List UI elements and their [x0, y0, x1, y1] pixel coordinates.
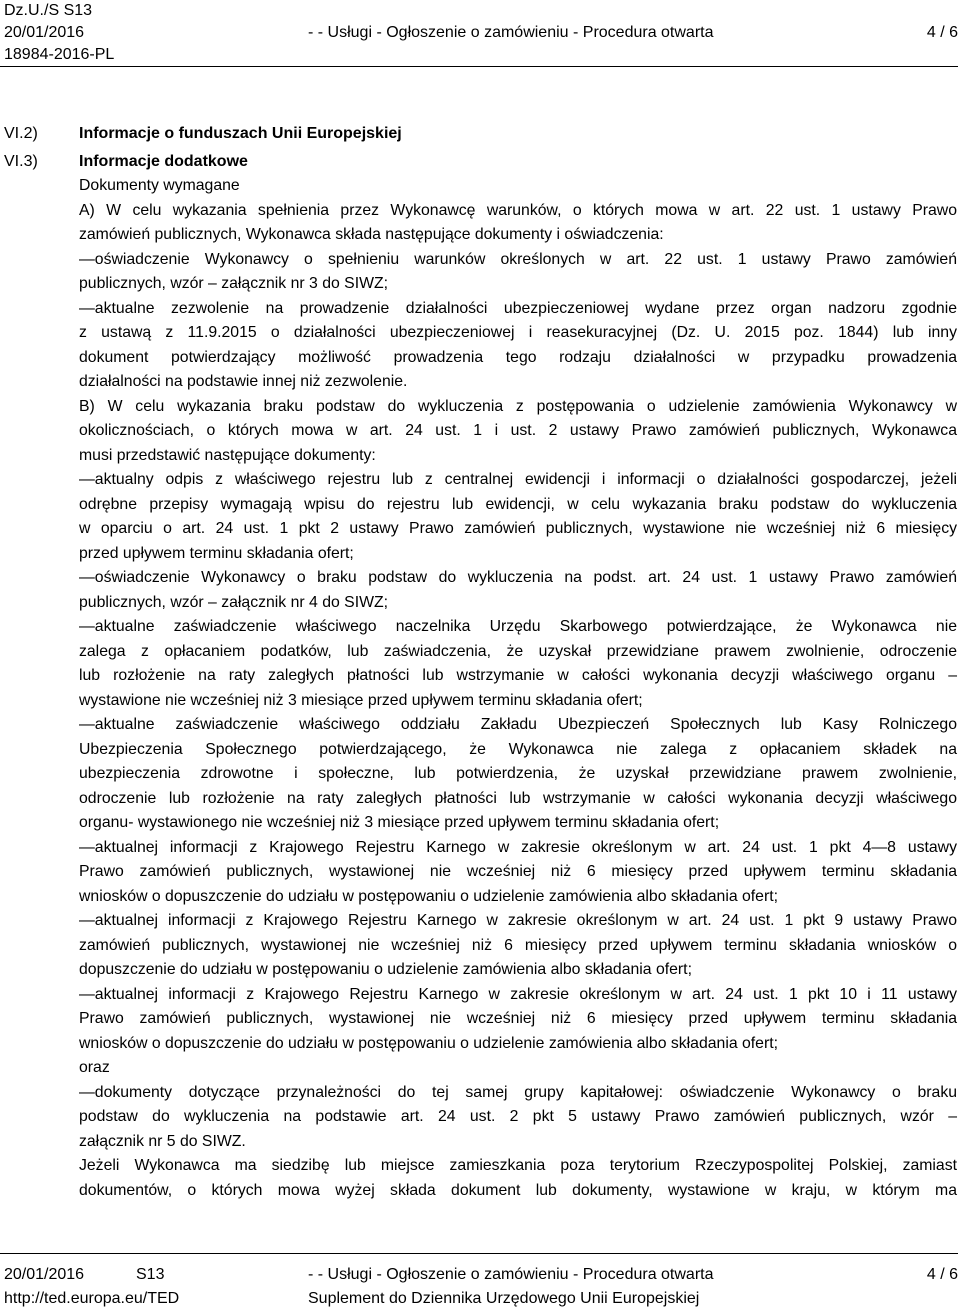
section-body-text [79, 174, 957, 1203]
footer-series: S13 [136, 1266, 165, 1283]
body-line: organu- wystawionego nie wcześniej niż 3 miesiące przed upływem terminu składania ofert; [79, 814, 720, 831]
body-line: publicznych, wzór – załącznik nr 3 do SIWZ; [79, 275, 389, 292]
notice-id: 18984-2016-PL [4, 46, 115, 63]
footer-notice-type: - - Usługi - Ogłoszenie o zamówieniu - Procedura otwarta [308, 1266, 714, 1283]
body-line: załącznik nr 5 do SIWZ. [79, 1132, 246, 1150]
body-line: —aktualne zaświadczenie właściwego naczelnika Urzędu Skarbowego potwierdzające, że Wykonawca nie [79, 618, 957, 635]
body-line: dokumentów, o których mowa wyżej składa dokument lub dokumenty, wystawione w kraju, w którym ma [79, 1181, 957, 1199]
body-line: lub rozłożenie na raty zaległych płatności lub wstrzymanie w całości wykonania decyzji właściwego organu – [79, 667, 957, 684]
body-line: —aktualnej informacji z Krajowego Rejestru Karnego w zakresie określonym w art. 24 ust. 1 pkt 10 i 11 ustawy [79, 985, 957, 1003]
body-line: przed upływem terminu składania ofert; [79, 544, 354, 562]
header-page-number: 4 / 6 [926, 24, 958, 41]
body-line: działalności na podstawie innej niż zezwolenie. [79, 373, 408, 390]
body-line: —aktualnej informacji z Krajowego Rejestru Karnego w zakresie określonym w art. 24 ust. 1 pkt 9 ustawy Prawo [79, 912, 957, 929]
body-line: Prawo zamówień publicznych, wystawionej nie wcześniej niż 6 miesięcy przed upływem terminu składania [79, 863, 957, 880]
body-line: —aktualny odpis z właściwego rejestru lub z centralnej ewidencji i informacji o działalności gospodarczej, jeżeli [79, 471, 957, 488]
body-line: dokument potwierdzający możliwość prowadzenia tego rodzaju działalności w przypadku prowadzenia [79, 348, 957, 366]
body-line: podstaw do wykluczenia na podstawie art. 24 ust. 2 pkt 5 ustawy Prawo zamówień publicznych, wzór – [79, 1108, 957, 1125]
body-line: zamówień publicznych, Wykonawca składa następujące dokumenty i oświadczenia: [79, 226, 664, 243]
journal-ref: Dz.U./S S13 [4, 2, 93, 19]
page-header [4, 0, 958, 66]
header-divider [0, 66, 958, 67]
section-title-vi3: Informacje dodatkowe [79, 153, 248, 170]
footer-publication: Suplement do Dziennika Urzędowego Unii Europejskiej [308, 1290, 700, 1307]
body-line: —aktualne zezwolenie na prowadzenie działalności ubezpieczeniowej wydane przez organ nadzoru zgodnie [79, 299, 957, 317]
header-notice-type: - - Usługi - Ogłoszenie o zamówieniu - Procedura otwarta [308, 24, 714, 41]
body-line: okolicznościach, o których mowa w art. 24 ust. 1 i ust. 2 ustawy Prawo zamówień publicznych, Wykonawca [79, 422, 957, 439]
body-line: —aktualnej informacji z Krajowego Rejestru Karnego w zakresie określonym w art. 24 ust. 1 pkt 4—8 ustawy [79, 838, 957, 856]
header-date: 20/01/2016 [4, 24, 85, 41]
body-line: ubezpieczenia zdrowotne i społeczne, lub potwierdzenia, że uzyskał przewidziane prawem zwolnienie, [79, 765, 957, 782]
body-line: odroczenie lub rozłożenie na raty zaległych płatności lub wstrzymanie w całości wykonania decyzji właściwego [79, 789, 957, 807]
body-line: z ustawą z 11.9.2015 o działalności ubezpieczeniowej i reasekuracyjnej (Dz. U. 2015 poz. 1844) lub inny [79, 324, 957, 341]
body-line: w oparciu o art. 24 ust. 1 pkt 2 ustawy Prawo zamówień publicznych, wystawione nie wcześniej niż 6 miesięcy [79, 520, 957, 537]
body-line: B) W celu wykazania braku podstaw do wykluczenia z postępowania o udzielenie zamówienia Wykonawcy w [79, 397, 957, 415]
section-title-vi2: Informacje o funduszach Unii Europejskiej [79, 125, 402, 142]
body-line: wystawione nie wcześniej niż 3 miesiące przed upływem terminu składania ofert; [79, 691, 643, 709]
body-line: wniosków o dopuszczenie do udziału w postępowaniu o udzielenie zamówienia albo składania ofert; [79, 887, 779, 905]
body-line: —oświadczenie Wykonawcy o spełnieniu warunków określonych w art. 22 ust. 1 ustawy Prawo zamówień [79, 250, 957, 268]
body-line: Dokumenty wymagane [79, 177, 240, 194]
body-line: oraz [79, 1059, 110, 1076]
body-line: publicznych, wzór – załącznik nr 4 do SIWZ; [79, 593, 389, 611]
body-line: odrębne przepisy wymagają wpisu do rejestru lub ewidencji, w celu wykazania braku podstaw do wykluczenia [79, 495, 957, 513]
footer-divider [0, 1253, 958, 1254]
body-line: Jeżeli Wykonawca ma siedzibę lub miejsce zamieszkania poza terytorium Rzeczypospolitej Polskiej, zamiast [79, 1157, 957, 1174]
body-line: Prawo zamówień publicznych, wystawionej nie wcześniej niż 6 miesięcy przed upływem terminu składania [79, 1010, 957, 1027]
body-line: musi przedstawić następujące dokumenty: [79, 446, 376, 464]
section-number-vi3: VI.3) [4, 153, 38, 170]
body-line: A) W celu wykazania spełnienia przez Wykonawcę warunków, o których mowa w art. 22 ust. 1 ustawy Prawo [79, 201, 957, 219]
body-line: —oświadczenie Wykonawcy o braku podstaw do wykluczenia na podst. art. 24 ust. 1 ustawy Prawo zamówień [79, 569, 957, 586]
body-line: —dokumenty dotyczące przynależności do tej samej grupy kapitałowej: oświadczenie Wykonawcy o braku [79, 1083, 957, 1101]
footer-url[interactable]: http://ted.europa.eu/TED [4, 1290, 180, 1307]
footer-date: 20/01/2016 [4, 1266, 85, 1283]
body-line: Ubezpieczenia Społecznego potwierdzającego, że Wykonawca nie zalega z opłacaniem składek na [79, 740, 957, 758]
page-footer [4, 1263, 958, 1311]
body-line: dopuszczenie do udziału w postępowaniu o udzielenie zamówienia albo składania ofert; [79, 961, 692, 978]
section-number-vi2: VI.2) [4, 125, 38, 142]
body-line: zamówień publicznych, wystawionej nie wcześniej niż 6 miesięcy przed upływem terminu składania wniosków o [79, 936, 957, 954]
body-line: wniosków o dopuszczenie do udziału w postępowaniu o udzielenie zamówienia albo składania ofert; [79, 1034, 779, 1052]
footer-page-number: 4 / 6 [926, 1266, 958, 1283]
body-line: zalega z opłacaniem podatków, lub zaświadczenia, że uzyskał przewidziane prawem zwolnienie, odroczenie [79, 642, 957, 660]
body-line: —aktualne zaświadczenie właściwego oddziału Zakładu Ubezpieczeń Społecznych lub Kasy Rolniczego [79, 716, 957, 733]
